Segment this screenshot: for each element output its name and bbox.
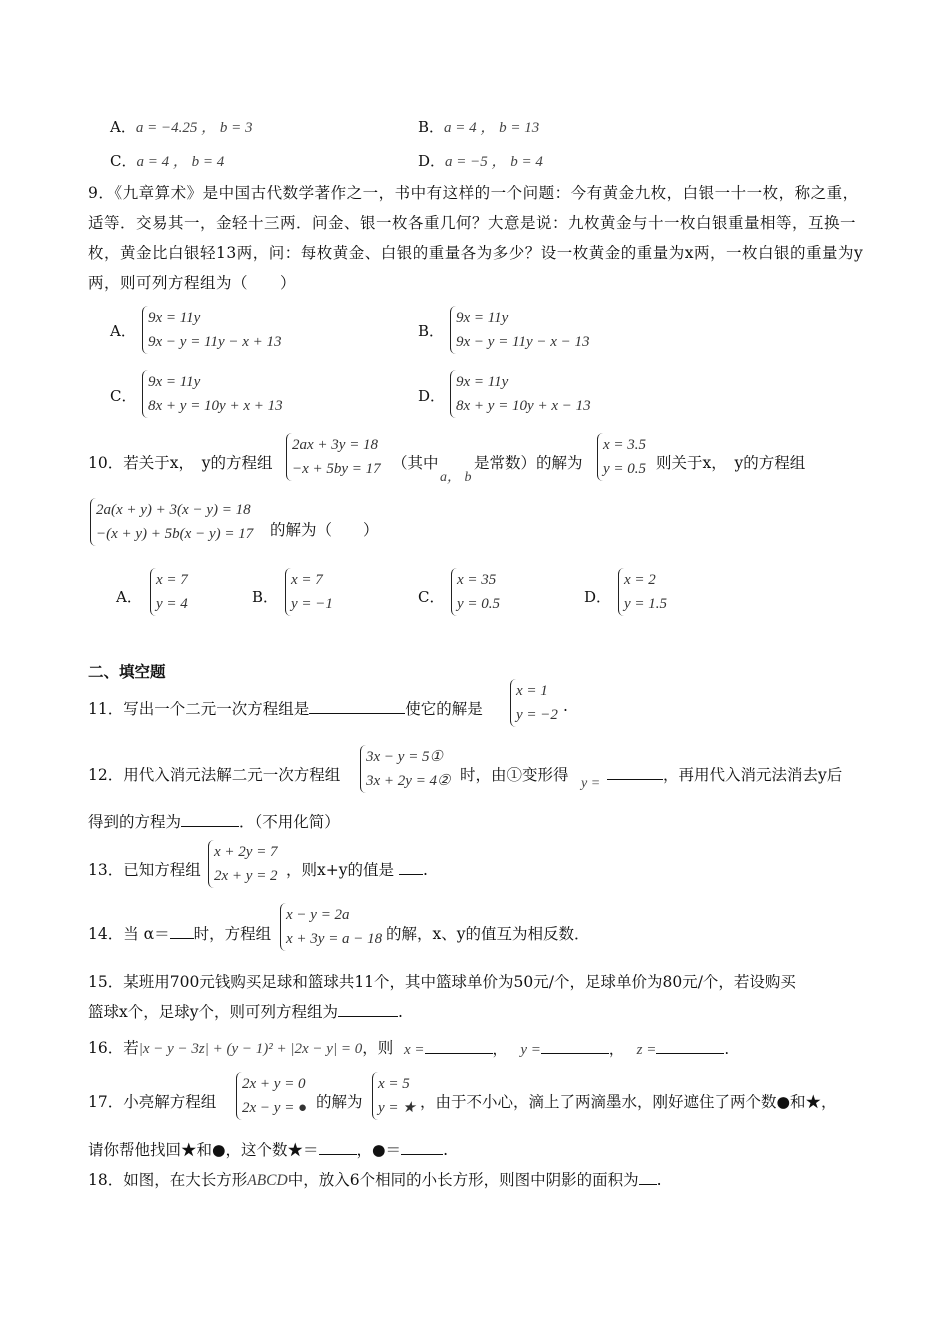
q15-line2 xyxy=(88,1000,403,1022)
equation: −(x + y) + 5b(x − y) = 17 xyxy=(96,526,254,542)
q10-option-c-system xyxy=(451,568,500,616)
var-x: x = xyxy=(404,1042,425,1058)
equation: y = −2 xyxy=(516,707,558,723)
question-text: 中，放入6个相同的小长方形，则图中阴影的面积为 xyxy=(287,1171,639,1189)
q17-line2 xyxy=(88,1138,448,1160)
q10-option-b-system xyxy=(285,568,333,616)
q14-tail: 的解，x、y的值互为相反数． xyxy=(386,925,590,943)
q10-option-a-label: A． xyxy=(116,588,142,606)
q17-tail: ，由于不小心，滴上了两滴墨水，刚好遮住了两个数●和★， xyxy=(420,1093,837,1111)
q11-text xyxy=(88,697,483,719)
equation: x = 5 xyxy=(378,1076,410,1092)
answer-blank[interactable] xyxy=(399,860,423,875)
q8-option-a xyxy=(110,116,252,137)
question-number: 17． xyxy=(88,1093,124,1111)
question-body: 《九章算术》是中国古代数学著作之一，书中有这样的一个问题：今有黄金九枚，白银一十一枚，称之重，适等．交易其一，金轻十三两．问金、银一枚各重几何？大意是说：九枚黄金与十一枚白银重量相等，互换一枚，黄金比白银轻13两，问：每枚黄金、白银的重量各为多少？设一枚黄金的重量为x两，一枚白银的重量为y两，则可列方程组为（ ） xyxy=(88,184,864,292)
equation: 2a(x + y) + 3(x − y) = 18 xyxy=(96,502,251,518)
q10-lead xyxy=(88,451,272,473)
question-number: 13． xyxy=(88,861,124,879)
q12-y-eq: y = xyxy=(581,776,601,791)
equation: 9x − y = 11y − x + 13 xyxy=(148,334,282,350)
question-text: ，则x+y的值是 xyxy=(286,861,394,879)
q10-solution xyxy=(597,433,646,481)
equation: 9x = 11y xyxy=(456,374,509,390)
q10-note-2: 是常数）的解为 xyxy=(474,454,583,472)
option-label: C． xyxy=(110,152,137,170)
q10-note: （其中 xyxy=(392,454,439,472)
q9-option-c-label: C． xyxy=(110,387,137,405)
equation: 8x + y = 10y + x + 13 xyxy=(148,398,283,414)
q11-end: . xyxy=(563,697,568,715)
equation: 9x − y = 11y − x − 13 xyxy=(456,334,590,350)
question-text: 若关于x， y的方程组 xyxy=(123,454,273,472)
q15-line1 xyxy=(88,970,796,992)
equation: y = 0.5 xyxy=(457,596,501,612)
question-text: 若 xyxy=(123,1039,139,1057)
q16-text xyxy=(88,1036,393,1058)
q10-ab: a， b xyxy=(440,470,472,485)
q10-system-1 xyxy=(286,433,381,481)
question-number: 11． xyxy=(88,700,124,718)
q8-option-c xyxy=(110,150,224,171)
equation: y = ★ xyxy=(378,1100,416,1116)
equation: x + 2y = 7 xyxy=(214,844,278,860)
q17-lead xyxy=(88,1090,216,1112)
question-text: 已知方程组 xyxy=(123,861,201,879)
equation: x + 3y = a − 18 xyxy=(286,931,383,947)
question-text: ，则 xyxy=(362,1039,394,1057)
q10-option-b-label: B． xyxy=(252,588,279,606)
question-text: 当 α＝ xyxy=(123,925,170,943)
answer-blank[interactable] xyxy=(170,924,194,939)
question-text: ，再用代入消元法消去y后 xyxy=(663,766,843,784)
answer-blank[interactable] xyxy=(319,1140,357,1155)
equation: x = 2 xyxy=(624,572,656,588)
equation: y = −1 xyxy=(291,596,333,612)
equation: 8x + y = 10y + x − 13 xyxy=(456,398,591,414)
section-heading: 二、填空题 xyxy=(88,663,166,681)
question-text: . xyxy=(422,861,428,879)
option-expr: a = −4.25 ， b = 3 xyxy=(135,120,253,136)
q10-system-2 xyxy=(90,498,253,546)
equation: x = 7 xyxy=(156,572,188,588)
question-text: 如图，在大长方形 xyxy=(123,1171,248,1189)
question-text: ，●＝ xyxy=(356,1141,402,1159)
question-text: 小亮解方程组 xyxy=(123,1093,217,1111)
equation: 2x − y = ● xyxy=(242,1100,308,1116)
q13-lead xyxy=(88,858,201,880)
q9-option-c-system xyxy=(142,370,283,418)
question-text: . xyxy=(398,1003,403,1021)
question-text: 使它的解是 xyxy=(405,700,483,718)
q17-mid: 的解为 xyxy=(316,1093,363,1111)
q10-option-a-system xyxy=(150,568,188,616)
q9-text xyxy=(88,178,864,298)
question-number: 15． xyxy=(88,973,124,991)
q17-system xyxy=(236,1072,307,1120)
equation: y = 1.5 xyxy=(624,596,668,612)
separator: . xyxy=(724,1040,730,1058)
equation: x = 1 xyxy=(516,683,548,699)
equation: 9x = 11y xyxy=(148,310,201,326)
equation: 3x + 2y = 4② xyxy=(366,773,451,789)
question-number: 18． xyxy=(88,1171,124,1189)
answer-blank[interactable] xyxy=(607,765,663,780)
var-y: y = xyxy=(520,1042,541,1058)
option-label: D． xyxy=(418,152,446,170)
q10-then: 则关于x， y的方程组 xyxy=(656,454,806,472)
q12-line2 xyxy=(88,810,340,832)
q10-ask: 的解为（ ） xyxy=(270,521,379,539)
separator: ， xyxy=(492,1040,508,1058)
question-text: 某班用700元钱购买足球和篮球共11个，其中篮球单价为50元/个，足球单价为80元/个，若设购买 xyxy=(123,973,796,991)
equation: 9x = 11y xyxy=(148,374,201,390)
var-z: z = xyxy=(636,1042,657,1058)
question-text: 得到的方程为 xyxy=(88,813,182,831)
option-expr: a = 4 ， b = 13 xyxy=(444,120,540,136)
rect-label: ABCD xyxy=(247,1172,288,1189)
option-label: B． xyxy=(418,118,445,136)
q14-lead xyxy=(88,922,271,944)
equation: 2x + y = 0 xyxy=(242,1076,306,1092)
question-number: 9． xyxy=(88,184,115,202)
question-text: 写出一个二元一次方程组是 xyxy=(123,700,310,718)
answer-blank[interactable] xyxy=(181,812,239,827)
question-text: . xyxy=(656,1171,662,1189)
question-number: 10． xyxy=(88,454,124,472)
math-expression: |x − y − 3z| + (y − 1)² + |2x − y| = 0 xyxy=(138,1041,363,1057)
question-text: 篮球x个，足球y个，则可列方程组为 xyxy=(88,1003,338,1021)
equation: 2ax + 3y = 18 xyxy=(292,437,379,453)
option-label: A． xyxy=(110,118,136,136)
answer-blank[interactable] xyxy=(401,1140,443,1155)
q9-option-b-system xyxy=(450,306,590,354)
q8-option-d xyxy=(418,150,543,171)
answer-blank[interactable] xyxy=(541,1039,609,1054)
equation: x = 3.5 xyxy=(603,437,647,453)
question-text: 请你帮他找回★和●，这个数★＝ xyxy=(88,1141,319,1159)
q9-option-b-label: B． xyxy=(418,322,445,340)
q10-option-c-label: C． xyxy=(418,588,445,606)
q9-option-a-system xyxy=(142,306,282,354)
question-text: . xyxy=(443,1141,448,1159)
question-number: 16． xyxy=(88,1039,124,1057)
question-text: 用代入消元法解二元一次方程组 xyxy=(123,766,341,784)
q8-option-b xyxy=(418,116,539,137)
q11-solution xyxy=(510,679,558,727)
q9-option-d-label: D． xyxy=(418,387,446,405)
separator: ， xyxy=(608,1040,624,1058)
q12-tail xyxy=(607,763,842,785)
question-text: 时，方程组 xyxy=(193,925,272,943)
answer-blank[interactable] xyxy=(338,1002,398,1017)
equation: x − y = 2a xyxy=(286,907,350,923)
q9-option-d-system xyxy=(450,370,591,418)
question-number: 12． xyxy=(88,766,124,784)
equation: y = 4 xyxy=(156,596,188,612)
q13-system xyxy=(208,840,278,888)
q10-option-d-label: D． xyxy=(584,588,612,606)
q18-text xyxy=(88,1168,662,1190)
question-number: 14． xyxy=(88,925,124,943)
option-expr: a = −5 ， b = 4 xyxy=(445,154,543,170)
equation: y = 0.5 xyxy=(603,461,647,477)
equation: x = 35 xyxy=(457,572,497,588)
equation: 3x − y = 5① xyxy=(366,749,444,765)
answer-blank[interactable] xyxy=(309,699,405,714)
option-expr: a = 4 ， b = 4 xyxy=(136,154,225,170)
equation: −x + 5by = 17 xyxy=(292,461,381,477)
answer-blank[interactable] xyxy=(639,1170,657,1185)
q10-option-d-system xyxy=(618,568,667,616)
equation: 9x = 11y xyxy=(456,310,509,326)
equation: 2x + y = 2 xyxy=(214,868,278,884)
q12-mid: 时，由①变形得 xyxy=(460,766,569,784)
answer-blank[interactable] xyxy=(425,1039,493,1054)
q17-solution xyxy=(372,1072,416,1120)
q13-tail xyxy=(286,858,428,880)
q16-answers xyxy=(404,1038,729,1059)
q9-option-a-label: A． xyxy=(110,322,136,340)
answer-blank[interactable] xyxy=(656,1039,724,1054)
equation: x = 7 xyxy=(291,572,323,588)
q12-system xyxy=(360,745,451,793)
q12-lead xyxy=(88,763,340,785)
q14-system xyxy=(280,903,382,951)
question-text: ．（不用化简） xyxy=(239,813,340,831)
